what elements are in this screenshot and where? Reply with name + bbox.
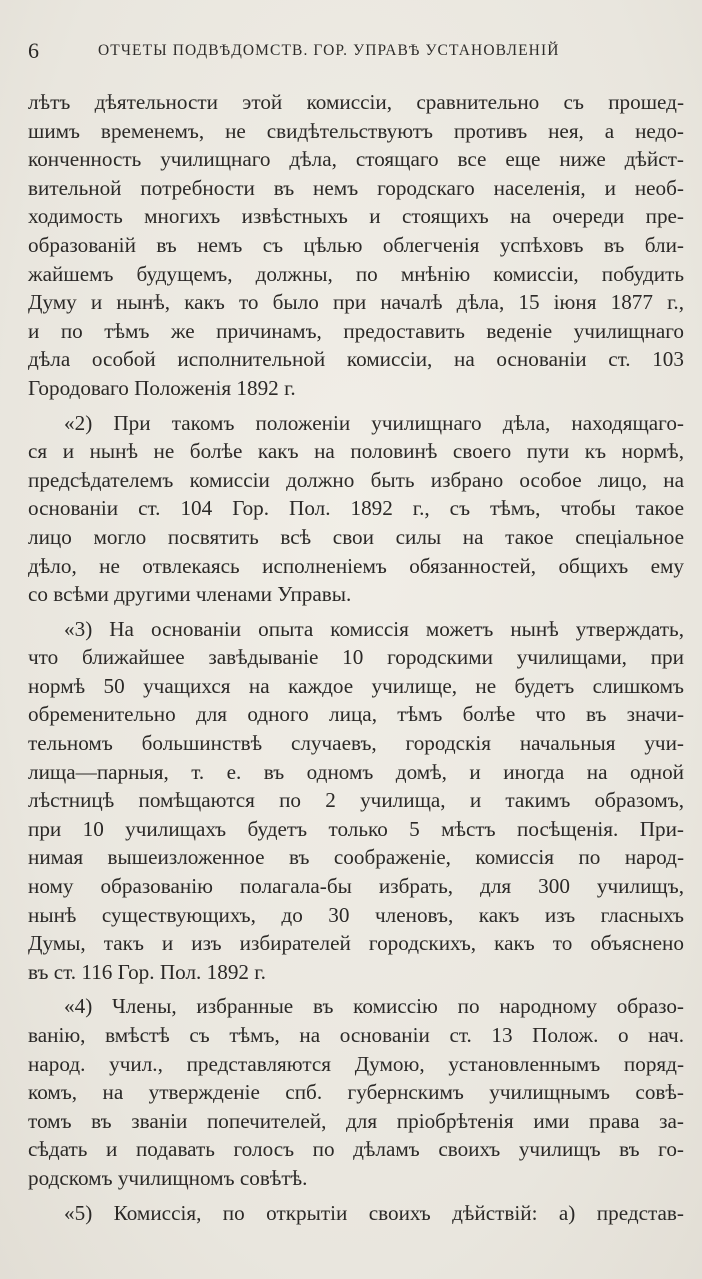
text-line: лѣтъ дѣятельности этой комиссіи, сравнительно съ прошед-	[28, 90, 684, 114]
text-line: нимая вышеизложенное въ соображеніе, комиссія по народ-	[28, 845, 684, 870]
text-line: вительной потребности въ немъ городскаго населенія, и необ-	[28, 175, 684, 200]
text-line: комъ, на утвержденіе спб. губернскимъ училищнымъ совѣ-	[28, 1080, 684, 1105]
paragraph	[28, 88, 684, 403]
text-line: «5) Комиссія, по открытіи своихъ дѣйствій: а) представ-	[64, 1200, 684, 1225]
text-line: жайшемъ будущемъ, должны, по мнѣнію комиссіи, побудить	[28, 261, 684, 286]
text-line: дѣла особой исполнительной комиссіи, на основаніи ст. 103	[28, 347, 684, 372]
text-line: конченность училищнаго дѣла, стоящаго все еще ниже дѣйст-	[28, 147, 684, 172]
running-head: ОТЧЕТЫ ПОДВѢДОМСТВ. ГОР. УПРАВѢ УСТАНОВЛЕНІЙ	[98, 42, 560, 59]
text-line: ванію, вмѣстѣ съ тѣмъ, на основаніи ст. 13 Полож. о нач.	[28, 1023, 684, 1047]
body-text	[28, 88, 684, 1227]
text-line: лѣстницѣ помѣщаются по 2 училища, и такимъ образомъ,	[28, 788, 684, 813]
text-line: ному образованію полагала-бы избрать, для 300 училищъ,	[28, 874, 684, 899]
text-line: въ ст. 116 Гор. Пол. 1892 г.	[28, 959, 266, 984]
text-line: и по тѣмъ же причинамъ, предоставить веденіе училищнаго	[28, 318, 684, 343]
text-line: со всѣми другими членами Управы.	[28, 582, 352, 607]
text-line: ся и нынѣ не болѣе какъ на половинѣ своего пути къ нормѣ,	[28, 439, 684, 464]
text-line: томъ въ званіи попечителей, для пріобрѣтенія ими права за-	[28, 1108, 684, 1133]
text-line: нормѣ 50 учащихся на каждое училище, не будетъ слишкомъ	[28, 673, 684, 698]
text-line: Городоваго Положенія 1892 г.	[28, 375, 296, 400]
text-line: обременительно для одного лица, тѣмъ болѣе что въ значи-	[28, 702, 684, 727]
text-line: родскомъ училищномъ совѣтѣ.	[28, 1165, 308, 1190]
paragraph	[28, 1199, 684, 1228]
page-number: 6	[28, 38, 39, 63]
page-header	[28, 36, 688, 66]
text-line: нынѣ существующихъ, до 30 членовъ, какъ изъ гласныхъ	[28, 902, 684, 927]
text-line: при 10 училищахъ будетъ только 5 мѣстъ посѣщенія. При-	[28, 816, 684, 841]
text-line: основаніи ст. 104 Гор. Пол. 1892 г., съ тѣмъ, чтобы такое	[28, 496, 684, 521]
text-line: Думу и нынѣ, какъ то было при началѣ дѣла, 15 іюня 1877 г.,	[28, 290, 684, 315]
text-line: сѣдать и подавать голосъ по дѣламъ своихъ училищъ въ го-	[28, 1137, 684, 1162]
text-line: дѣло, не отвлекаясь исполненіемъ обязанностей, общихъ ему	[28, 553, 684, 578]
text-line: тельномъ большинствѣ случаевъ, городскія начальныя учи-	[28, 731, 684, 756]
paragraph	[28, 992, 684, 1192]
text-line: ходимость многихъ извѣстныхъ и стоящихъ на очереди пре-	[28, 204, 684, 229]
paragraph	[28, 615, 684, 987]
text-line: Думы, такъ и изъ избирателей городскихъ, какъ то объяснено	[28, 931, 684, 956]
text-line: «3) На основаніи опыта комиссія можетъ нынѣ утверждать,	[64, 616, 684, 641]
text-line: образованій въ немъ съ цѣлью облегченія успѣховъ въ бли-	[28, 232, 684, 257]
text-line: шимъ временемъ, не свидѣтельствуютъ противъ нея, а недо-	[28, 118, 684, 143]
text-line: народ. учил., представляются Думою, установленнымъ поряд-	[28, 1051, 684, 1076]
text-line: «4) Члены, избранные въ комиссію по народному образо-	[64, 994, 684, 1019]
text-line: лицо могло посвятить всѣ свои силы на такое спеціальное	[28, 524, 684, 549]
text-line: предсѣдателемъ комиссіи должно быть избрано особое лицо, на	[28, 467, 684, 492]
paragraph	[28, 409, 684, 609]
text-line: что ближайшее завѣдываніе 10 городскими училищами, при	[28, 645, 684, 670]
text-line: лища—парныя, т. е. въ одномъ домѣ, и иногда на одной	[28, 759, 684, 784]
text-line: «2) При такомъ положеніи училищнаго дѣла, находящаго-	[64, 410, 684, 435]
